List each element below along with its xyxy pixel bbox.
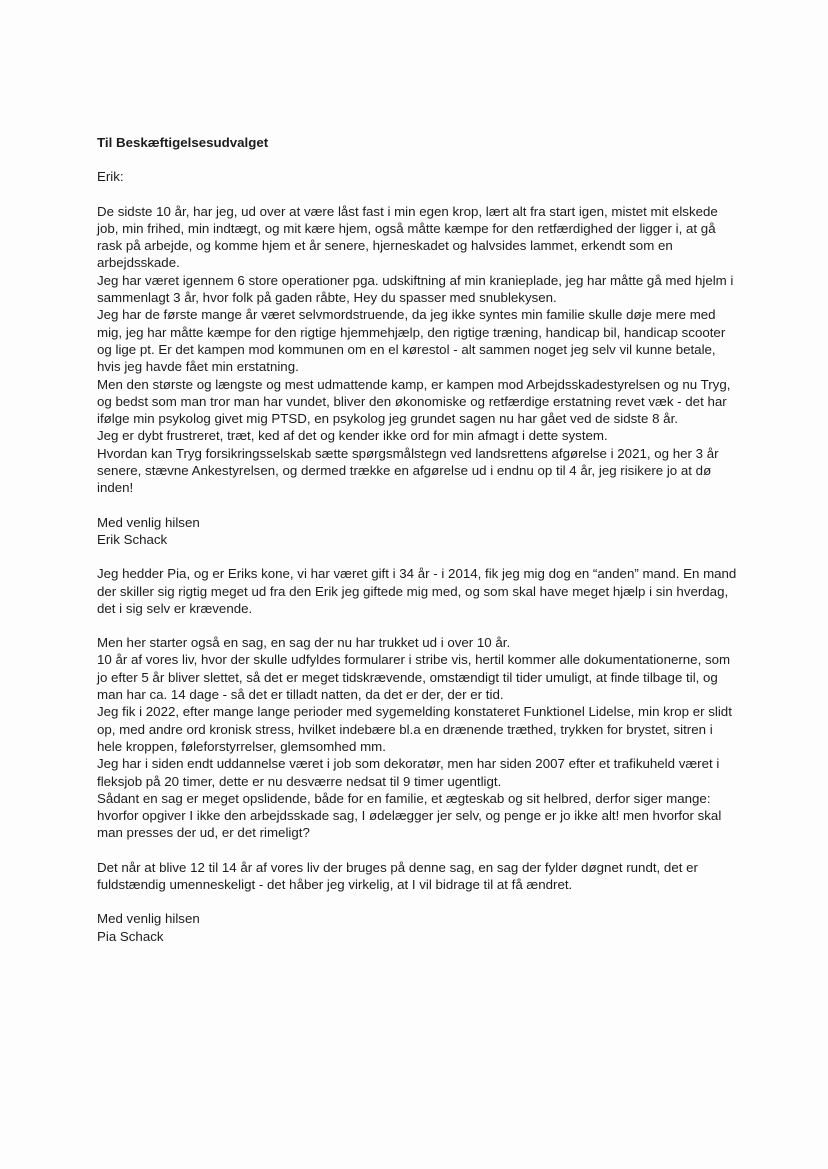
pia-final-paragraph: Det når at blive 12 til 14 år af vores liv der bruges på denne sag, en sag der fylder døgnet rundt, det er fuldstændig umenneskeligt - det håber jeg virkelig, at I vil bidrage til at få ændret. xyxy=(97,859,698,892)
erik-paragraph: Men den største og længste og mest udmattende kamp, er kampen mod Arbejdsskadestyrelsen og nu Tryg, og bedst som man tror man har vundet, bliver den økonomiske og retfærdige erstatning revet væk - det har ifølge min psykolog givet mig PTSD, en psykolog jeg grundet sagen nu har gået ved de sidste 8 år. xyxy=(97,376,731,427)
erik-signature-name: Erik Schack xyxy=(97,531,168,547)
pia-paragraph: 10 år af vores liv, hvor der skulle udfyldes formularer i stribe vis, hertil kommer alle dokumentationerne, som jo efter 5 år bliver slettet, så det er meget tidskrævende, omstændigt til tider umuligt, at finde tilbage til, og man har ca. 14 dage - så det er tilladt natten, da det er der, der er tid. xyxy=(97,652,731,703)
erik-paragraph: De sidste 10 år, har jeg, ud over at være låst fast i min egen krop, lært alt fra start igen, mistet mit elskede job, min frihed, min indtægt, og mit kære hjem, også måtte kæmpe for den retfærdighed der ligger i, at gå rask på arbejde, og komme hjem et år senere, hjerneskadet og halvsides lammet, erkendt som en arbejdsskade. xyxy=(97,203,718,271)
salutation: Erik: xyxy=(97,169,124,185)
pia-signature-name: Pia Schack xyxy=(97,928,164,944)
pia-paragraph: Jeg fik i 2022, efter mange lange perioder med sygemelding konstateret Funktionel Lidelse, min krop er slidt op, med andre ord kronisk stress, hvilket indebære bl.a en drænende træthed, trykken for brystet, sitren i hele kroppen, føleforstyrrelser, glemsomhed mm. xyxy=(97,704,732,754)
letter-body xyxy=(97,134,737,945)
letter-title: Til Beskæftigelsesudvalget xyxy=(97,135,269,150)
erik-paragraph: Hvordan kan Tryg forsikringsselskab sætte spørgsmålstegn ved landsrettens afgørelse i 2021, og her 3 år senere, stævne Ankestyrelsen, og dermed trække en afgørelse ud i endnu op til 4 år, jeg risikere jo at dø inden! xyxy=(97,445,719,496)
erik-paragraph: Jeg har været igennem 6 store operationer pga. udskiftning af min kranieplade, jeg har måtte gå med hjelm i sammenlagt 3 år, hvor folk på gaden råbte, Hey du spasser med snublekysen. xyxy=(97,272,734,306)
erik-paragraph: Jeg er dybt frustreret, træt, ked af det og kender ikke ord for min afmagt i dette system. xyxy=(97,428,608,444)
pia-closing: Med venlig hilsen xyxy=(97,911,200,927)
pia-paragraph: Sådant en sag er meget opslidende, både for en familie, et ægteskab og sit helbred, derfor siger mange: hvorfor opgiver I ikke den arbejdsskade sag, I ødelægger jer selv, og penge er jo ikke alt! men hvorfor skal man presses der ud, er det rimeligt? xyxy=(97,790,722,841)
erik-paragraph: Jeg har de første mange år været selvmordstruende, da jeg ikke syntes min familie skulle døje mere med mig, jeg har måtte kæmpe for den rigtige hjemmehjælp, den rigtige træning, handicap bil, handicap scooter og lige pt. Er det kampen mod kommunen om en el kørestol - alt sammen noget jeg selv vil kunne betale, hvis jeg havde fået min erstatning. xyxy=(97,307,726,375)
pia-paragraph: Jeg har i siden endt uddannelse været i job som dekoratør, men har siden 2007 efter et trafikuheld været i fleksjob på 20 timer, dette er nu desværre nedsat til 9 timer ugentligt. xyxy=(97,756,720,789)
pia-paragraph: Men her starter også en sag, en sag der nu har trukket ud i over 10 år. xyxy=(97,635,511,651)
pia-intro-paragraph: Jeg hedder Pia, og er Eriks kone, vi har været gift i 34 år - i 2014, fik jeg mig dog en “anden” mand. En mand der skiller sig rigtig meget ud fra den Erik jeg giftede mig med, og som skal have meget hjælp i sin hverdag, det i sig selv er krævende. xyxy=(97,566,737,616)
erik-closing: Med venlig hilsen xyxy=(97,514,200,530)
